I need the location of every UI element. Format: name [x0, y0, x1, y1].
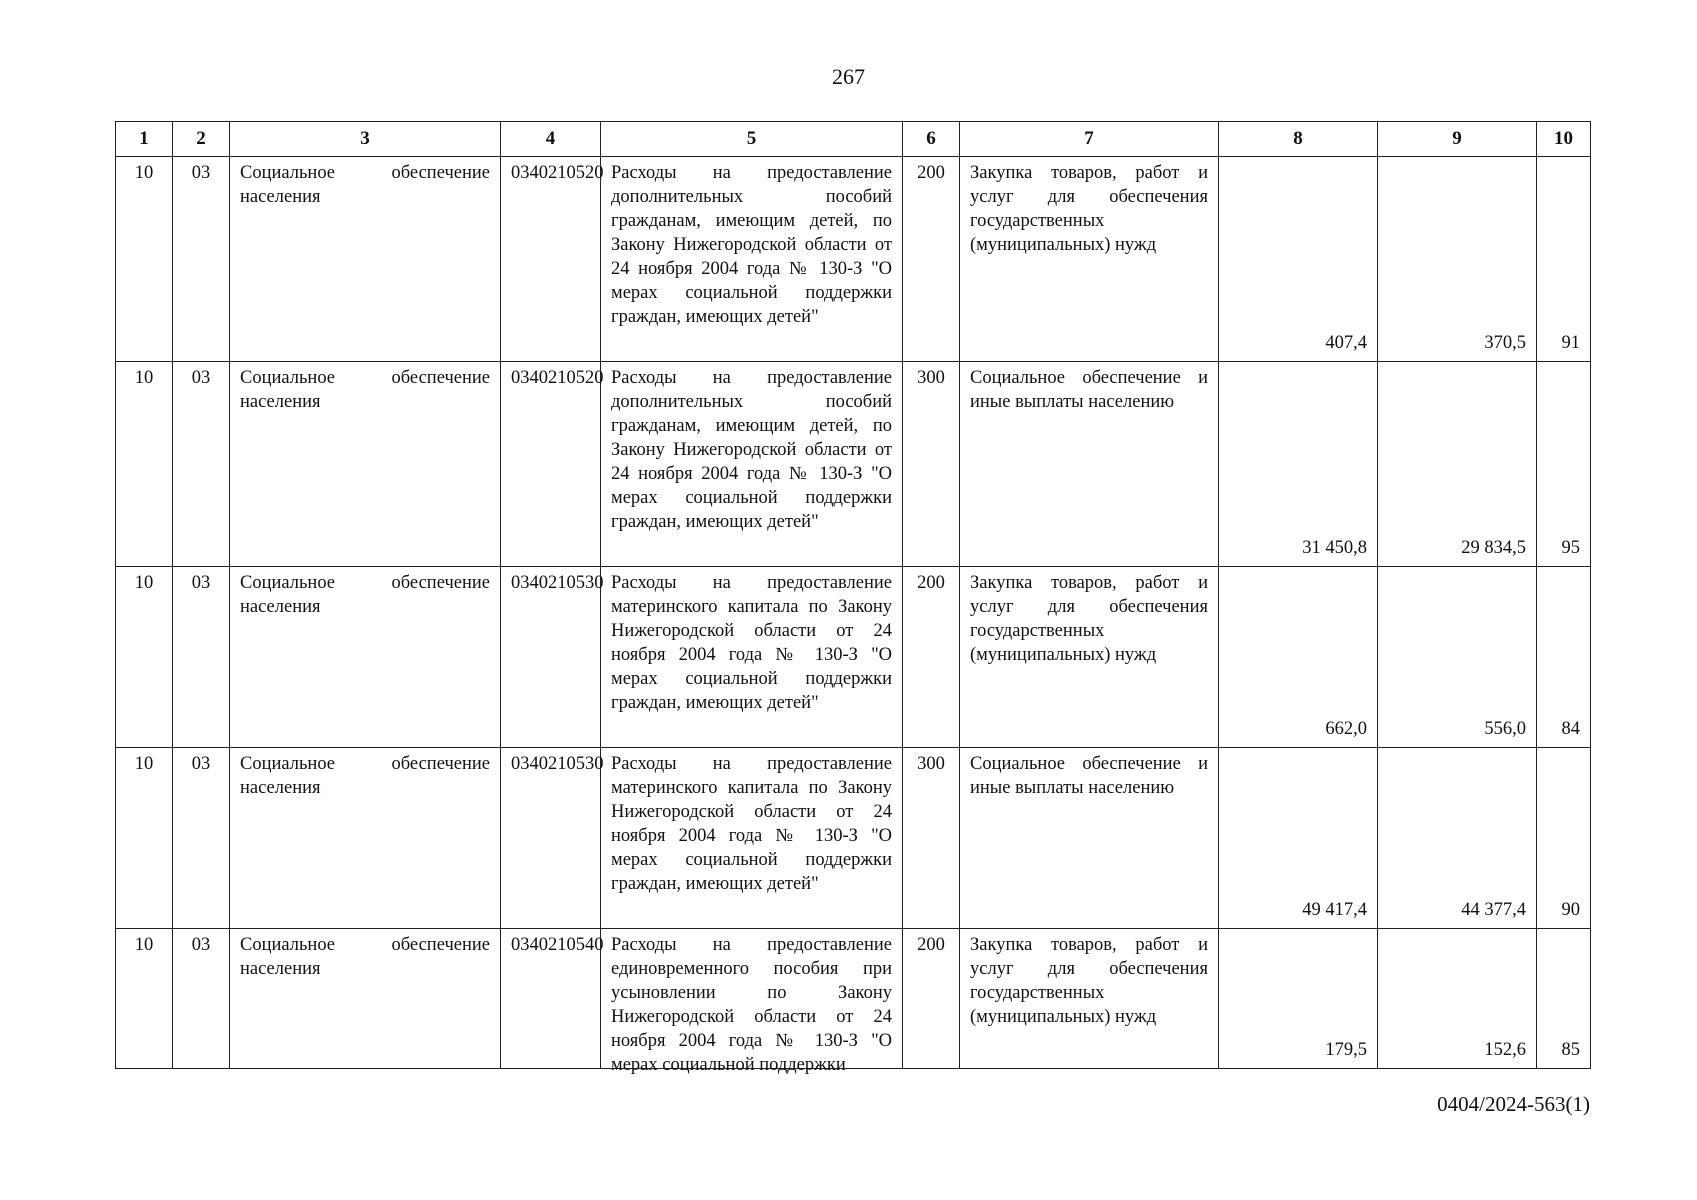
subsection-code: 03 [173, 157, 230, 362]
execution-percent: 84 [1537, 567, 1591, 748]
expense-type-code: 200 [903, 157, 960, 362]
section-code: 10 [116, 567, 173, 748]
amount-executed: 44 377,4 [1378, 748, 1537, 929]
table-row [116, 362, 1591, 567]
document-id: 0404/2024-563(1) [1437, 1092, 1590, 1116]
amount-planned: 31 450,8 [1219, 362, 1378, 567]
expense-description [601, 929, 903, 1075]
subsection-code: 03 [173, 362, 230, 567]
target-article-code: 0340210520 [501, 157, 601, 362]
section-name: Социальное обеспечение населения [230, 929, 501, 1069]
section-name: Социальное обеспечение населения [230, 157, 501, 362]
target-article-code: 0340210530 [501, 748, 601, 929]
column-header-1: 1 [116, 122, 173, 157]
expense-type-name: Социальное обеспечение и иные выплаты населению [960, 748, 1219, 929]
execution-percent: 90 [1537, 748, 1591, 929]
expense-type-code: 200 [903, 567, 960, 748]
expense-type-code: 300 [903, 362, 960, 567]
column-header-3: 3 [230, 122, 501, 157]
amount-executed: 29 834,5 [1378, 362, 1537, 567]
column-header-2: 2 [173, 122, 230, 157]
section-name: Социальное обеспечение населения [230, 567, 501, 748]
expense-type-code: 200 [903, 929, 960, 1069]
expense-description: Расходы на предоставление материнского капитала по Закону Нижегородской области от 24 ноября 2004 года № 130-З "О мерах социальной поддержки граждан, имеющих детей" [601, 567, 903, 748]
expense-type-name: Закупка товаров, работ и услуг для обеспечения государственных (муниципальных) нужд [960, 157, 1219, 362]
subsection-code: 03 [173, 748, 230, 929]
column-header-8: 8 [1219, 122, 1378, 157]
subsection-code: 03 [173, 929, 230, 1069]
column-header-9: 9 [1378, 122, 1537, 157]
section-code: 10 [116, 362, 173, 567]
section-code: 10 [116, 929, 173, 1069]
section-code: 10 [116, 157, 173, 362]
expense-description: Расходы на предоставление дополнительных пособий гражданам, имеющим детей, по Закону Нижегородской области от 24 ноября 2004 года № 130-З "О мерах социальной поддержки граждан, имеющих детей" [601, 362, 903, 567]
target-article-code: 0340210540 [501, 929, 601, 1069]
amount-executed: 152,6 [1378, 929, 1537, 1069]
amount-planned: 407,4 [1219, 157, 1378, 362]
budget-table [115, 121, 1591, 1075]
amount-planned: 179,5 [1219, 929, 1378, 1069]
table-header-row [116, 122, 1591, 157]
expense-type-name: Закупка товаров, работ и услуг для обеспечения государственных (муниципальных) нужд [960, 929, 1219, 1069]
table-row [116, 567, 1591, 748]
expense-description-text: Расходы на предоставление единовременного пособия при усыновлении по Закону Нижегородской области от 24 ноября 2004 года № 130-З "О мерах социальной поддержки [611, 935, 892, 1075]
column-header-10: 10 [1537, 122, 1591, 157]
page-number: 267 [832, 64, 865, 89]
column-header-7: 7 [960, 122, 1219, 157]
table-row [116, 929, 1591, 1069]
execution-percent: 95 [1537, 362, 1591, 567]
amount-executed: 556,0 [1378, 567, 1537, 748]
target-article-code: 0340210520 [501, 362, 601, 567]
amount-planned: 662,0 [1219, 567, 1378, 748]
expense-type-name: Социальное обеспечение и иные выплаты населению [960, 362, 1219, 567]
expense-description: Расходы на предоставление материнского капитала по Закону Нижегородской области от 24 ноября 2004 года № 130-З "О мерах социальной поддержки граждан, имеющих детей" [601, 748, 903, 929]
column-header-5: 5 [601, 122, 903, 157]
expense-description: Расходы на предоставление дополнительных пособий гражданам, имеющим детей, по Закону Нижегородской области от 24 ноября 2004 года № 130-З "О мерах социальной поддержки граждан, имеющих детей" [601, 157, 903, 362]
expense-type-code: 300 [903, 748, 960, 929]
target-article-code: 0340210530 [501, 567, 601, 748]
amount-executed: 370,5 [1378, 157, 1537, 362]
subsection-code: 03 [173, 567, 230, 748]
amount-planned: 49 417,4 [1219, 748, 1378, 929]
expense-type-name: Закупка товаров, работ и услуг для обеспечения государственных (муниципальных) нужд [960, 567, 1219, 748]
section-name: Социальное обеспечение населения [230, 362, 501, 567]
table-row [116, 157, 1591, 362]
section-code: 10 [116, 748, 173, 929]
column-header-4: 4 [501, 122, 601, 157]
table-row [116, 748, 1591, 929]
execution-percent: 85 [1537, 929, 1591, 1069]
column-header-6: 6 [903, 122, 960, 157]
section-name: Социальное обеспечение населения [230, 748, 501, 929]
execution-percent: 91 [1537, 157, 1591, 362]
